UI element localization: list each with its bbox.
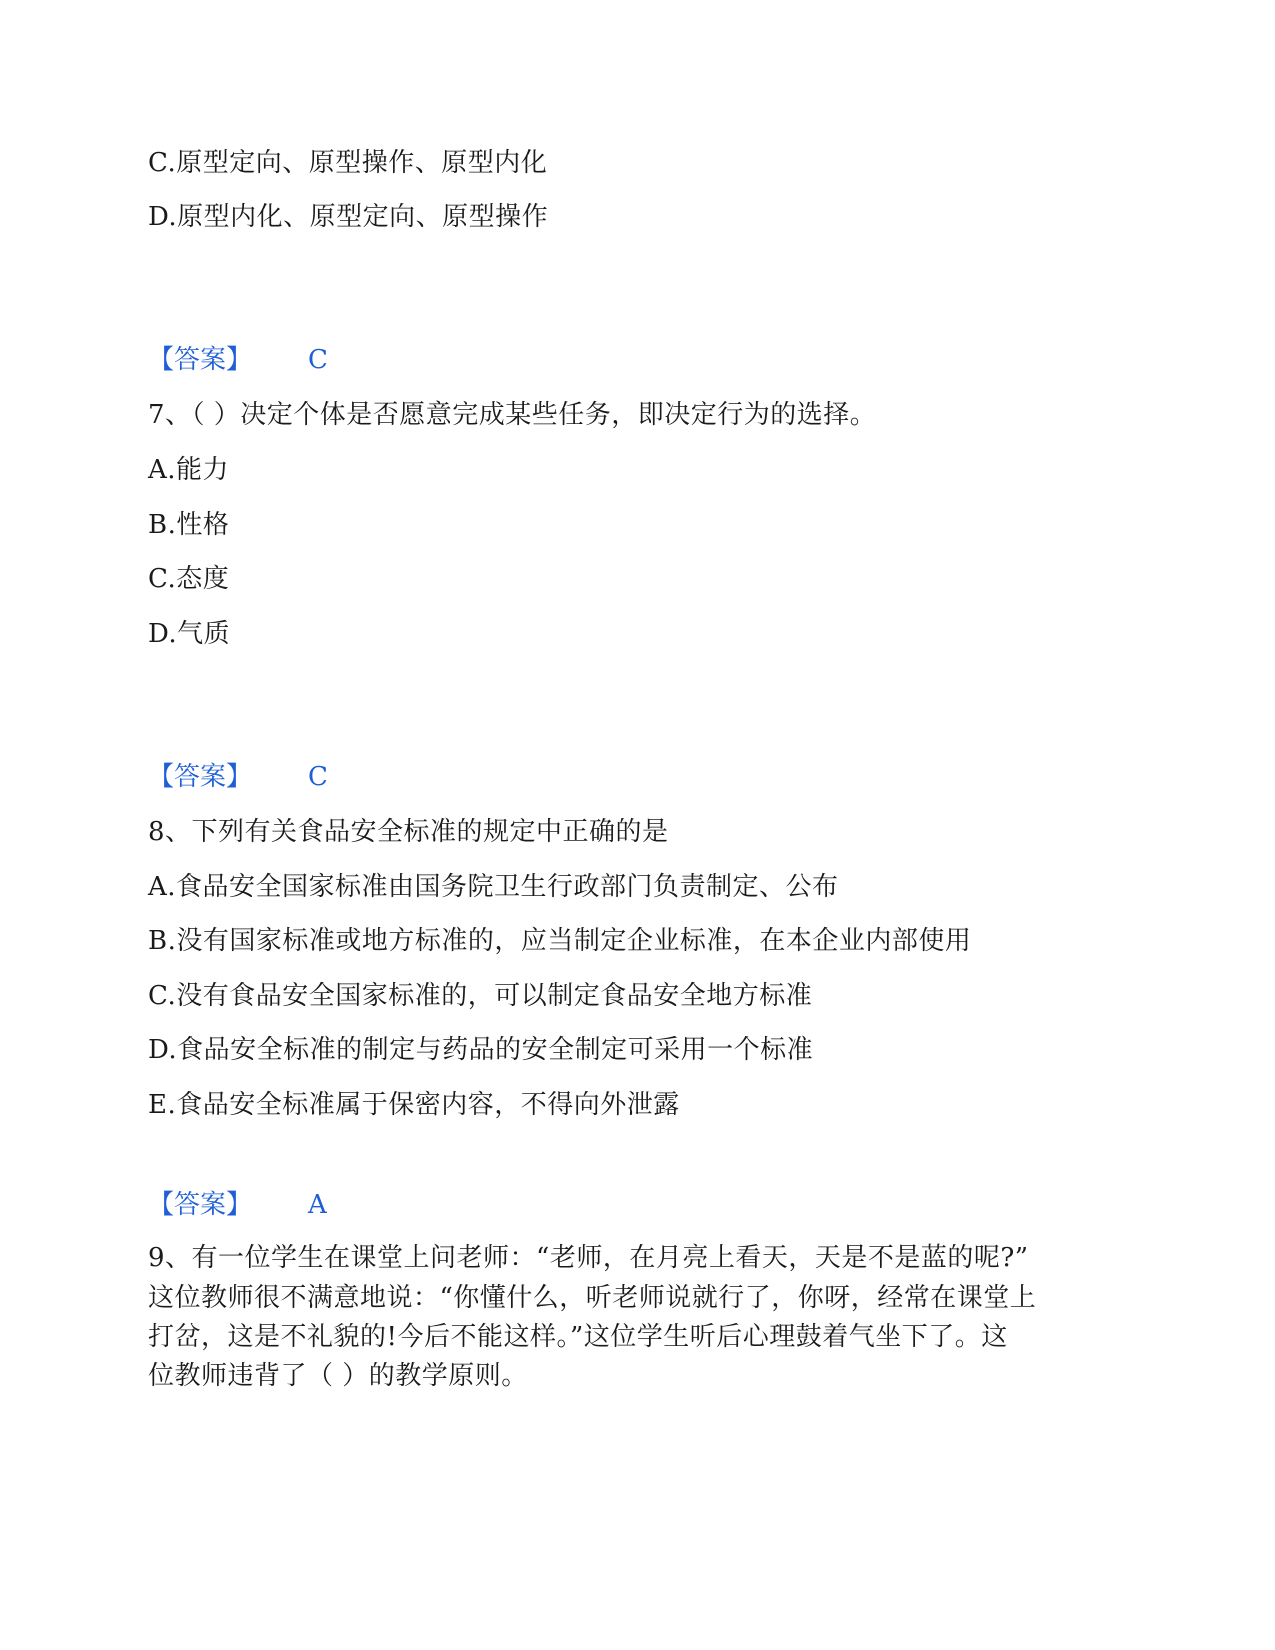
- q8-question: 8、下列有关食品安全标准的规定中正确的是: [148, 817, 669, 847]
- q7-answer: [148, 762, 328, 792]
- q8-option-c: C.没有食品安全国家标准的，可以制定食品安全地方标准: [148, 981, 813, 1011]
- q9-question-line-1: 9、有一位学生在课堂上问老师：“老师，在月亮上看天，天是不是蓝的呢?”: [148, 1243, 1029, 1273]
- q8-option-d: D.食品安全标准的制定与药品的安全制定可采用一个标准: [148, 1035, 814, 1065]
- q7-option-a: A.能力: [148, 455, 230, 485]
- q8-answer: [148, 1190, 327, 1220]
- q9-question-line-4: 位教师违背了（ ）的教学原则。: [148, 1361, 528, 1391]
- q9-question-line-3: 打岔，这是不礼貌的!今后不能这样。”这位学生听后心理鼓着气坐下了。这: [148, 1322, 1008, 1352]
- answer-value: A: [308, 1190, 327, 1220]
- q7-question: 7、（ ）决定个体是否愿意完成某些任务，即决定行为的选择。: [148, 400, 877, 430]
- q8-option-e: E.食品安全标准属于保密内容，不得向外泄露: [148, 1090, 680, 1120]
- q9-question-line-2: 这位教师很不满意地说：“你懂什么，听老师说就行了，你呀，经常在课堂上: [148, 1283, 1037, 1313]
- q6-option-c: C.原型定向、原型操作、原型内化: [148, 148, 548, 178]
- q7-option-d: D.气质: [148, 619, 231, 649]
- answer-label: 【答案】: [148, 1190, 253, 1220]
- q8-option-b: B.没有国家标准或地方标准的，应当制定企业标准，在本企业内部使用: [148, 926, 972, 956]
- q6-answer: [148, 345, 328, 375]
- q8-option-a: A.食品安全国家标准由国务院卫生行政部门负责制定、公布: [148, 872, 839, 902]
- answer-label: 【答案】: [148, 345, 253, 375]
- q7-option-b: B.性格: [148, 510, 230, 540]
- answer-value: C: [308, 345, 328, 375]
- q6-option-d: D.原型内化、原型定向、原型操作: [148, 202, 549, 232]
- answer-label: 【答案】: [148, 762, 253, 792]
- q7-option-c: C.态度: [148, 564, 230, 594]
- answer-value: C: [308, 762, 328, 792]
